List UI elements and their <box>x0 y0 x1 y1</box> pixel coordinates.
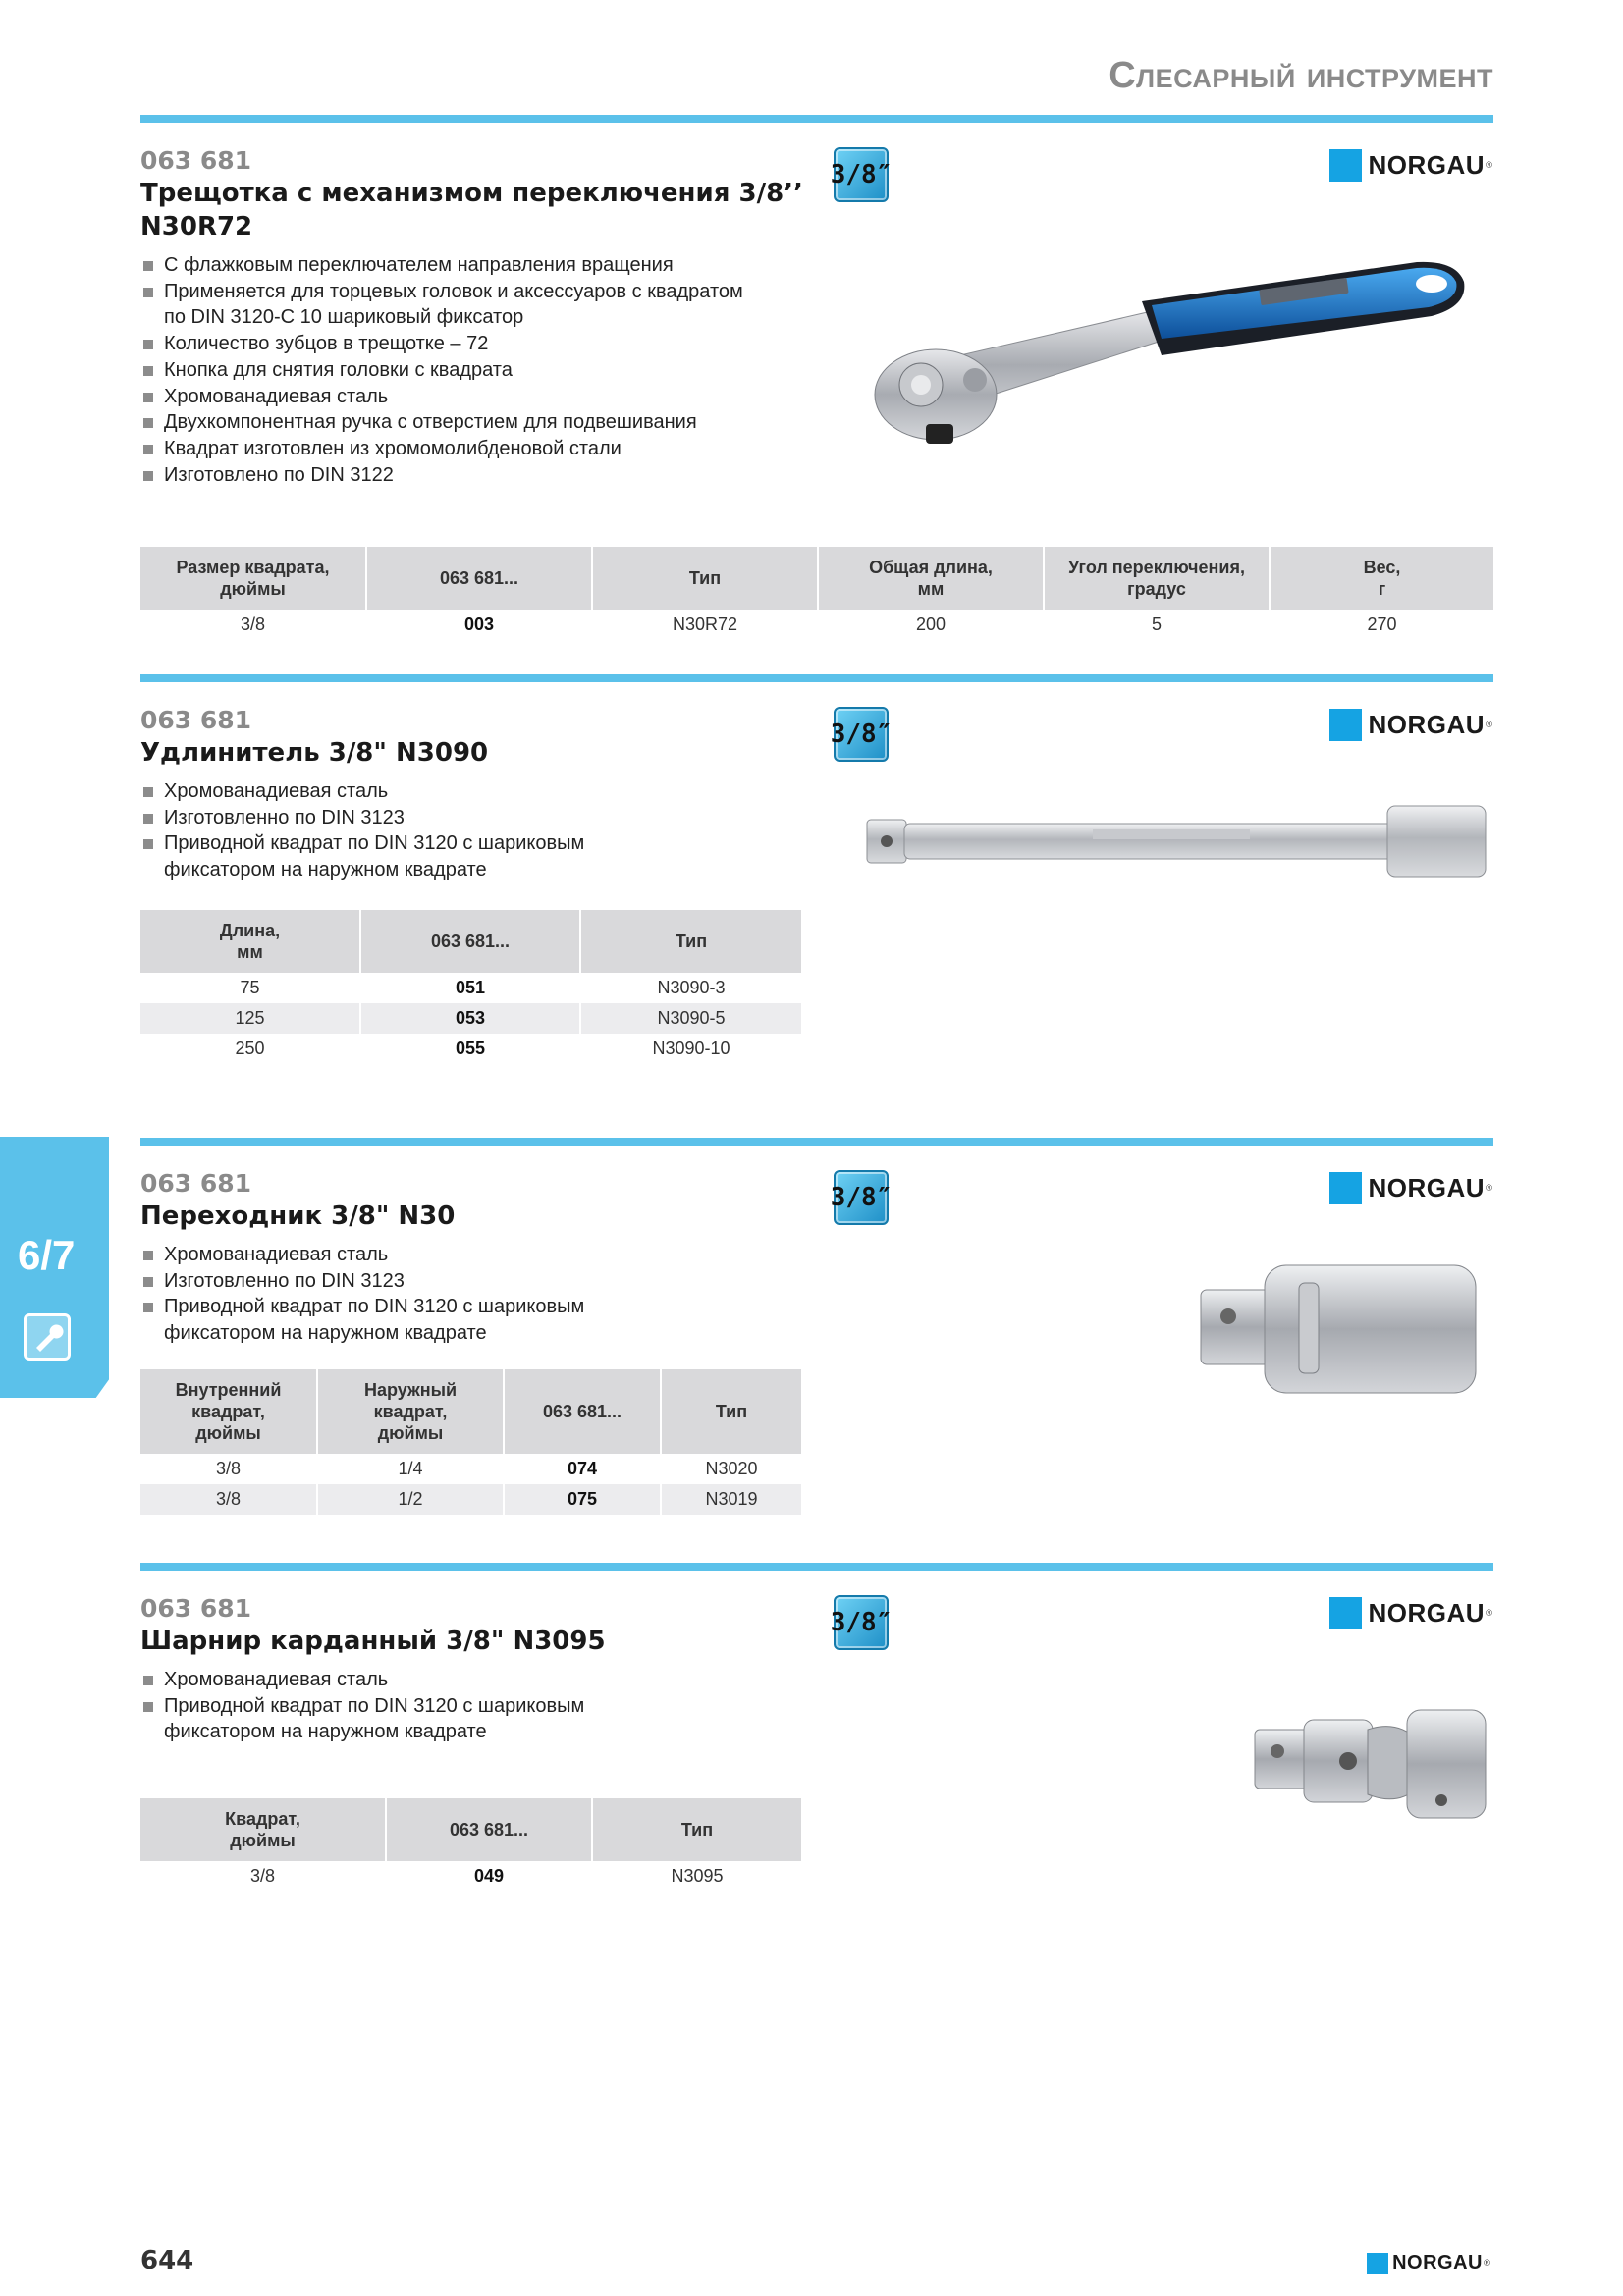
brand-square-icon <box>1329 709 1362 741</box>
feature-item: Приводной квадрат по DIN 3120 с шариковым <box>140 830 584 857</box>
table-row <box>140 1454 801 1484</box>
feature-list <box>140 252 743 488</box>
table-header-cell: Угол переключения, градус <box>1044 547 1270 610</box>
brand-logo: NORGAU ® <box>1329 149 1493 182</box>
table-header-cell: Внутренний квадрат, дюймы <box>140 1369 317 1454</box>
product-code: 063 681 <box>140 706 252 734</box>
table-cell-article: 055 <box>360 1034 580 1064</box>
feature-item: С флажковым переключателем направления вращения <box>140 252 743 279</box>
extension-image <box>857 792 1495 890</box>
table-row <box>140 610 1493 640</box>
table-header-cell: Длина, мм <box>140 910 360 973</box>
product-title <box>140 1625 606 1658</box>
table-cell: N3020 <box>661 1454 801 1484</box>
brand-logo: NORGAU ® <box>1329 1172 1493 1204</box>
table-header-cell: 063 681... <box>504 1369 661 1454</box>
product-section-ratchet <box>140 115 1493 645</box>
square-size-badge: 3/8″ <box>834 147 889 202</box>
section-divider <box>140 1138 1493 1146</box>
page-number: 644 <box>140 2246 194 2275</box>
brand-name: NORGAU <box>1392 2252 1483 2273</box>
product-title-line: Шарнир карданный 3/8" N3095 <box>140 1627 606 1656</box>
table-header-cell: 063 681... <box>366 547 592 610</box>
brand-square-icon <box>1329 1172 1362 1204</box>
feature-list <box>140 1667 584 1745</box>
table-cell: 1/4 <box>317 1454 504 1484</box>
footer-brand-logo: NORGAU ® <box>1367 2252 1491 2274</box>
feature-item: Количество зубцов в трещотке – 72 <box>140 331 743 357</box>
table-cell: 250 <box>235 1039 265 1058</box>
product-title-line: Удлинитель 3/8" N3090 <box>140 738 489 768</box>
feature-item: Изготовлено по DIN 3122 <box>140 462 743 489</box>
product-title-line: Трещотка с механизмом переключения 3/8’’ <box>140 179 803 208</box>
table-cell: N3090-10 <box>580 1034 801 1064</box>
table-row <box>140 1484 801 1515</box>
table-cell-article: 053 <box>360 1003 580 1034</box>
page-header-title: Слесарный инструмент <box>1109 55 1493 96</box>
product-section-adapter <box>140 1138 1493 1530</box>
feature-item: Приводной квадрат по DIN 3120 с шариковым <box>140 1693 584 1720</box>
feature-item-continued: фиксатором на наружном квадрате <box>164 859 487 881</box>
feature-item: Двухкомпонентная ручка с отверстием для подвешивания <box>140 409 743 436</box>
feature-item: Изготовленно по DIN 3123 <box>140 1268 584 1295</box>
table-header-cell: Общая длина, мм <box>818 547 1044 610</box>
feature-item-continued: фиксатором на наружном квадрате <box>164 1322 487 1345</box>
brand-square-icon <box>1367 2253 1388 2274</box>
product-title <box>140 736 488 770</box>
square-size-badge: 3/8″ <box>834 707 889 762</box>
brand-logo: NORGAU ® <box>1329 1597 1493 1629</box>
table-header-cell: Наружный квадрат, дюймы <box>317 1369 504 1454</box>
chapter-number: 6/7 <box>18 1232 76 1278</box>
brand-name: NORGAU <box>1368 1173 1485 1202</box>
product-title-line: Переходник 3/8" N30 <box>140 1201 456 1231</box>
feature-item: Изготовленно по DIN 3123 <box>140 805 584 831</box>
brand-name: NORGAU <box>1368 710 1485 739</box>
feature-item: Хромованадиевая сталь <box>140 1667 584 1693</box>
table-header-cell: Квадрат, дюймы <box>140 1798 386 1861</box>
table-row <box>140 1034 801 1064</box>
table-header-row <box>140 1798 801 1861</box>
square-size-badge: 3/8″ <box>834 1595 889 1650</box>
table-cell: 125 <box>140 1003 360 1034</box>
brand-logo: NORGAU ® <box>1329 709 1493 741</box>
feature-item-continued: по DIN 3120-С 10 шариковый фиксатор <box>164 306 524 329</box>
table-cell: 3/8 <box>249 1866 276 1886</box>
table-header-cell: Вес, г <box>1270 547 1493 610</box>
table-row <box>140 973 801 1003</box>
section-divider <box>140 115 1493 123</box>
table-cell: 270 <box>1270 610 1493 640</box>
section-divider <box>140 1563 1493 1571</box>
table-cell-article: 003 <box>366 610 592 640</box>
table-header-cell: Размер квадрата, дюймы <box>140 547 366 610</box>
spec-table <box>140 1369 801 1515</box>
feature-item: Квадрат изготовлен из хромомолибденовой стали <box>140 436 743 462</box>
table-cell: N3090-3 <box>580 973 801 1003</box>
feature-item: Хромованадиевая сталь <box>140 778 584 805</box>
feature-item: Приводной квадрат по DIN 3120 с шариковым <box>140 1294 584 1320</box>
table-cell: N3090-5 <box>580 1003 801 1034</box>
table-cell: 5 <box>1044 610 1270 640</box>
table-cell-article: 051 <box>360 973 580 1003</box>
table-cell: 1/2 <box>317 1484 504 1515</box>
adapter-image <box>1191 1255 1486 1403</box>
spec-table <box>140 547 1493 640</box>
square-size-badge: 3/8″ <box>834 1170 889 1225</box>
table-cell-article: 075 <box>504 1484 661 1515</box>
brand-name: NORGAU <box>1368 1598 1485 1628</box>
table-header-cell: 063 681... <box>360 910 580 973</box>
table-cell: N30R72 <box>592 610 818 640</box>
table-header-cell: Тип <box>592 547 818 610</box>
table-cell-article: 049 <box>386 1861 592 1892</box>
table-row <box>140 1861 801 1892</box>
feature-list <box>140 1242 584 1347</box>
product-title <box>140 177 803 243</box>
spec-table <box>140 1798 801 1892</box>
product-title <box>140 1200 455 1233</box>
brand-square-icon <box>1329 1597 1362 1629</box>
table-header-cell: Тип <box>580 910 801 973</box>
table-cell: N3095 <box>592 1861 801 1892</box>
table-row <box>140 1003 801 1034</box>
wrench-icon <box>24 1313 71 1361</box>
feature-item: Хромованадиевая сталь <box>140 1242 584 1268</box>
table-cell-article: 074 <box>504 1454 661 1484</box>
product-code: 063 681 <box>140 1594 252 1623</box>
feature-item: Кнопка для снятия головки с квадрата <box>140 357 743 384</box>
table-cell: 3/8 <box>240 614 266 634</box>
universal-joint-image <box>1250 1700 1490 1828</box>
feature-item-continued: фиксатором на наружном квадрате <box>164 1721 487 1743</box>
table-cell: 75 <box>240 978 260 997</box>
feature-item: Применяется для торцевых головок и аксессуаров с квадратом <box>140 279 743 305</box>
table-header-row <box>140 910 801 973</box>
table-header-cell: Тип <box>592 1798 801 1861</box>
product-section-extension <box>140 674 1493 1106</box>
brand-square-icon <box>1329 149 1362 182</box>
brand-name: NORGAU <box>1368 150 1485 180</box>
table-header-cell: 063 681... <box>386 1798 592 1861</box>
section-divider <box>140 674 1493 682</box>
product-title-line: N30R72 <box>140 212 253 241</box>
table-cell: 3/8 <box>215 1459 242 1478</box>
feature-list <box>140 778 584 883</box>
product-code: 063 681 <box>140 146 252 175</box>
product-section-universal-joint <box>140 1563 1493 1916</box>
table-cell: 200 <box>818 610 1044 640</box>
spec-table <box>140 910 801 1064</box>
table-cell: 3/8 <box>140 1484 317 1515</box>
product-code: 063 681 <box>140 1169 252 1198</box>
table-header-row <box>140 547 1493 610</box>
table-header-cell: Тип <box>661 1369 801 1454</box>
table-header-row <box>140 1369 801 1454</box>
table-cell: N3019 <box>661 1484 801 1515</box>
ratchet-image <box>828 223 1495 458</box>
feature-item: Хромованадиевая сталь <box>140 384 743 410</box>
